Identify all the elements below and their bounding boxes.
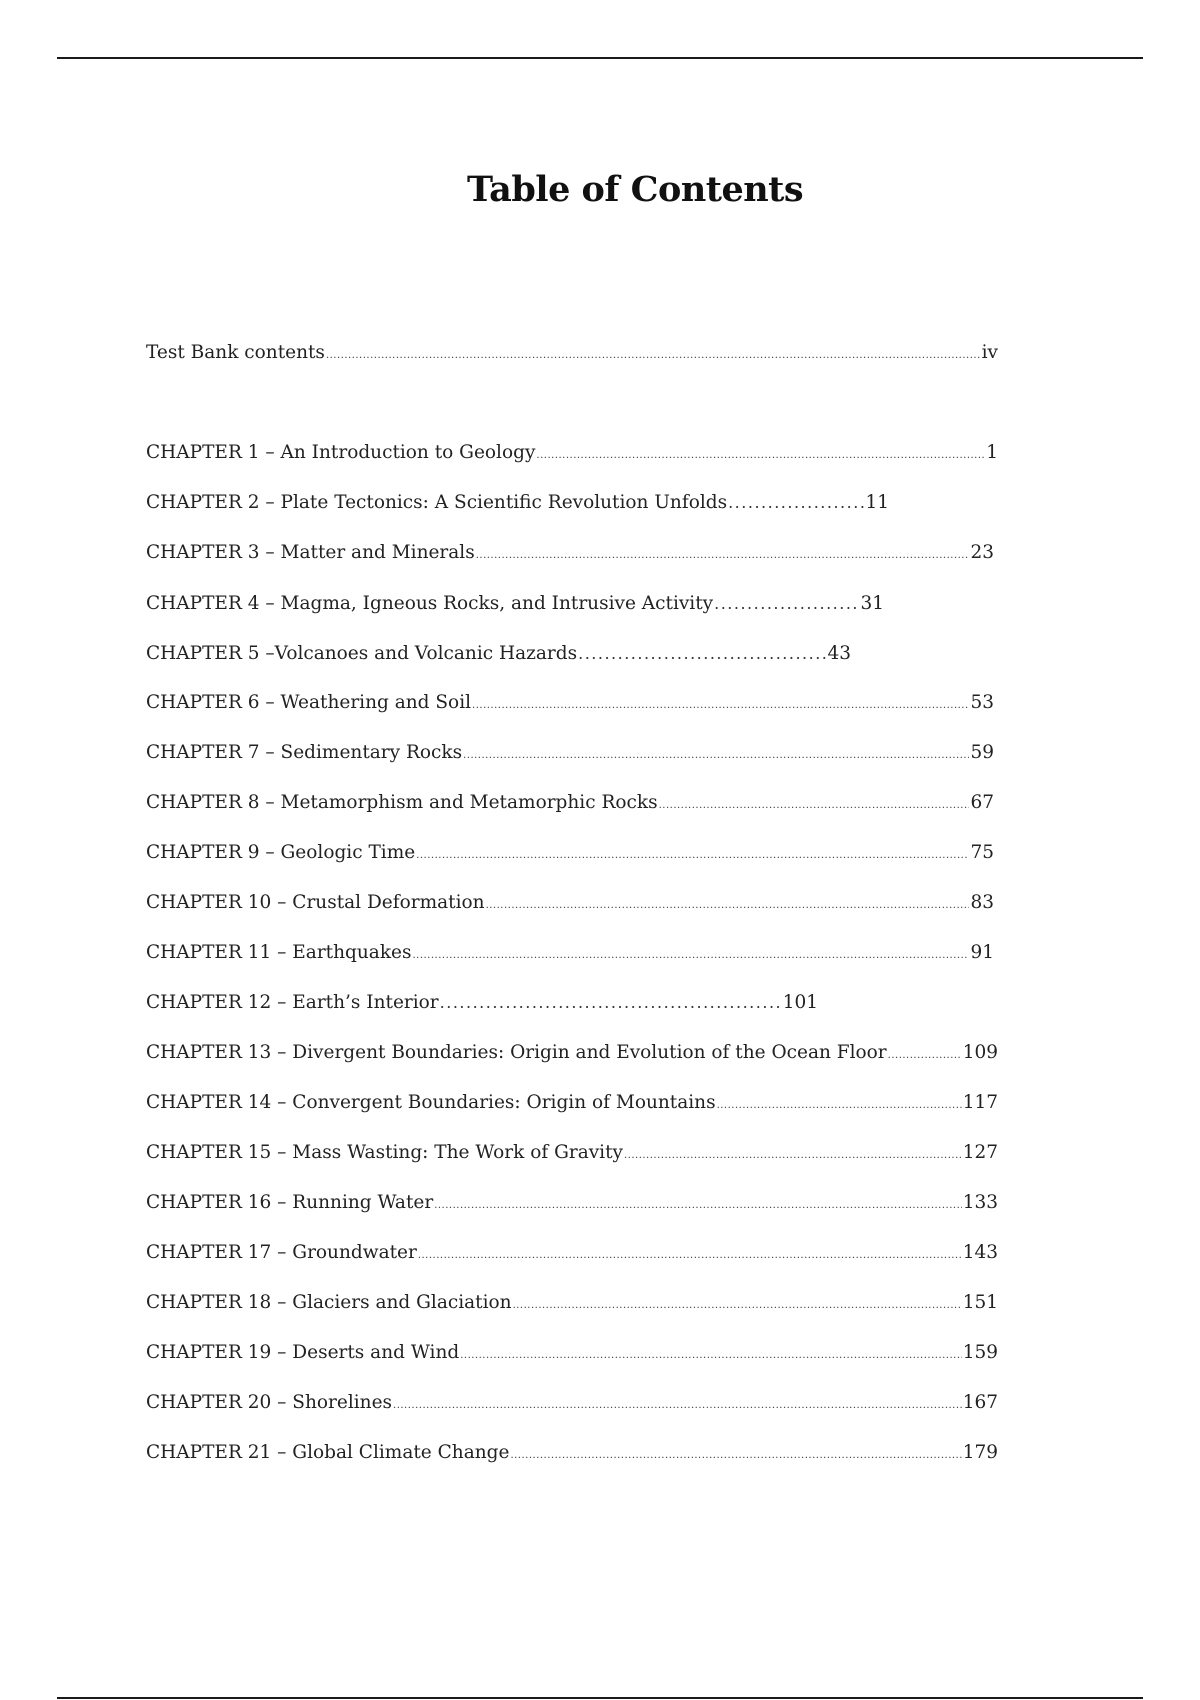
toc-entry-label: CHAPTER 17 – Groundwater: [146, 1242, 417, 1263]
toc-entry-chapter-4[interactable]: [146, 591, 884, 617]
bottom-rule: [57, 1697, 1143, 1699]
toc-entry-label: CHAPTER 3 – Matter and Minerals: [146, 542, 475, 563]
toc-entry-page: 133: [962, 1192, 998, 1213]
toc-entry-chapter-3[interactable]: [146, 540, 994, 569]
top-rule: [57, 57, 1143, 59]
toc-entry-label: CHAPTER 12 – Earth’s Interior: [146, 992, 439, 1013]
toc-entry-page: 23: [970, 542, 994, 563]
toc-entry-label: CHAPTER 10 – Crustal Deformation: [146, 892, 485, 913]
toc-entry-label: CHAPTER 18 – Glaciers and Glaciation: [146, 1292, 512, 1313]
toc-entry-chapter-16[interactable]: [146, 1190, 998, 1219]
dot-leader: [510, 1443, 961, 1469]
toc-entry-page: iv: [981, 342, 998, 363]
toc-entry-chapter-7[interactable]: [146, 740, 994, 769]
toc-entry-label: CHAPTER 9 – Geologic Time: [146, 842, 416, 863]
toc-entry-chapter-5[interactable]: [146, 641, 851, 667]
toc-entry-label: CHAPTER 13 – Divergent Boundaries: Origin and Evolution of the Ocean Floor: [146, 1042, 887, 1063]
toc-entry-label: CHAPTER 11 – Earthquakes: [146, 942, 412, 963]
toc-entry-label: CHAPTER 19 – Deserts and Wind: [146, 1342, 460, 1363]
dot-leader: [486, 893, 970, 919]
dot-leader: [476, 543, 970, 569]
toc-entry-label: CHAPTER 21 – Global Climate Change: [146, 1442, 510, 1463]
dot-leader: [536, 443, 985, 469]
dot-leader: [888, 1043, 962, 1069]
toc-entry-label: CHAPTER 4 – Magma, Igneous Rocks, and Intrusive Activity: [146, 593, 714, 614]
toc-entry-chapter-17[interactable]: [146, 1240, 998, 1269]
toc-entry-chapter-10[interactable]: [146, 890, 994, 919]
toc-entry-chapter-12[interactable]: [146, 990, 818, 1016]
toc-entry-page: 143: [962, 1242, 998, 1263]
toc-entry-chapter-8[interactable]: [146, 790, 994, 819]
toc-entry-label: CHAPTER 1 – An Introduction to Geology: [146, 442, 536, 463]
toc-entry-page: 91: [970, 942, 994, 963]
toc-entry-chapter-21[interactable]: [146, 1440, 998, 1469]
dot-leader: [714, 591, 859, 617]
dot-leader: [440, 990, 782, 1016]
toc-entry-page: 75: [970, 842, 994, 863]
toc-entry-label: CHAPTER 6 – Weathering and Soil: [146, 692, 472, 713]
dot-leader: [513, 1293, 962, 1319]
toc-entry-page: 117: [962, 1092, 998, 1113]
toc-entry-chapter-18[interactable]: [146, 1290, 998, 1319]
toc-entry-label: CHAPTER 20 – Shorelines: [146, 1392, 393, 1413]
toc-entry-page: 31: [860, 593, 884, 614]
toc-entry-page: 1: [986, 442, 998, 463]
toc-entry-page: 67: [970, 792, 994, 813]
toc-entry-page: 109: [962, 1042, 998, 1063]
dot-leader: [578, 641, 826, 667]
toc-entry-label: CHAPTER 15 – Mass Wasting: The Work of Gravity: [146, 1142, 623, 1163]
dot-leader: [728, 490, 864, 516]
toc-entry-chapter-2[interactable]: [146, 490, 889, 516]
toc-entry-page: 53: [970, 692, 994, 713]
toc-entry-page: 167: [962, 1392, 998, 1413]
toc-entry-label: CHAPTER 2 – Plate Tectonics: A Scientific Revolution Unfolds: [146, 492, 728, 513]
toc-entry-label: CHAPTER 8 – Metamorphism and Metamorphic Rocks: [146, 792, 658, 813]
toc-entry-label: Test Bank contents: [146, 342, 325, 363]
toc-entry-page: 11: [865, 492, 889, 513]
dot-leader: [412, 943, 969, 969]
dot-leader: [472, 693, 969, 719]
toc-entry-page: 151: [962, 1292, 998, 1313]
toc-entry-label: CHAPTER 5 –Volcanoes and Volcanic Hazards: [146, 643, 578, 664]
dot-leader: [393, 1393, 962, 1419]
toc-entry-chapter-11[interactable]: [146, 940, 994, 969]
toc-entry-label: CHAPTER 14 – Convergent Boundaries: Origin of Mountains: [146, 1092, 716, 1113]
dot-leader: [463, 743, 969, 769]
dot-leader: [326, 343, 981, 369]
dot-leader: [717, 1093, 962, 1119]
dot-leader: [416, 843, 969, 869]
toc-entry-test-bank[interactable]: [146, 340, 998, 369]
toc-entry-chapter-9[interactable]: [146, 840, 994, 869]
dot-leader: [460, 1343, 961, 1369]
toc-entry-label: CHAPTER 16 – Running Water: [146, 1192, 434, 1213]
toc-entry-page: 127: [962, 1142, 998, 1163]
dot-leader: [659, 793, 970, 819]
toc-entry-page: 43: [827, 643, 851, 664]
toc-entry-page: 101: [782, 992, 818, 1013]
toc-entry-label: CHAPTER 7 – Sedimentary Rocks: [146, 742, 463, 763]
toc-entry-page: 159: [962, 1342, 998, 1363]
toc-entry-page: 59: [970, 742, 994, 763]
toc-entry-chapter-13[interactable]: [146, 1040, 998, 1069]
toc-entry-chapter-6[interactable]: [146, 690, 994, 719]
dot-leader: [434, 1193, 961, 1219]
toc-entry-chapter-14[interactable]: [146, 1090, 998, 1119]
toc-entry-chapter-19[interactable]: [146, 1340, 998, 1369]
toc-entry-chapter-15[interactable]: [146, 1140, 998, 1169]
toc-entry-page: 179: [962, 1442, 998, 1463]
toc-entry-page: 83: [970, 892, 994, 913]
dot-leader: [418, 1243, 962, 1269]
toc-entry-chapter-1[interactable]: [146, 440, 998, 469]
dot-leader: [624, 1143, 962, 1169]
page-title: Table of Contents: [466, 169, 804, 211]
toc-entry-chapter-20[interactable]: [146, 1390, 998, 1419]
